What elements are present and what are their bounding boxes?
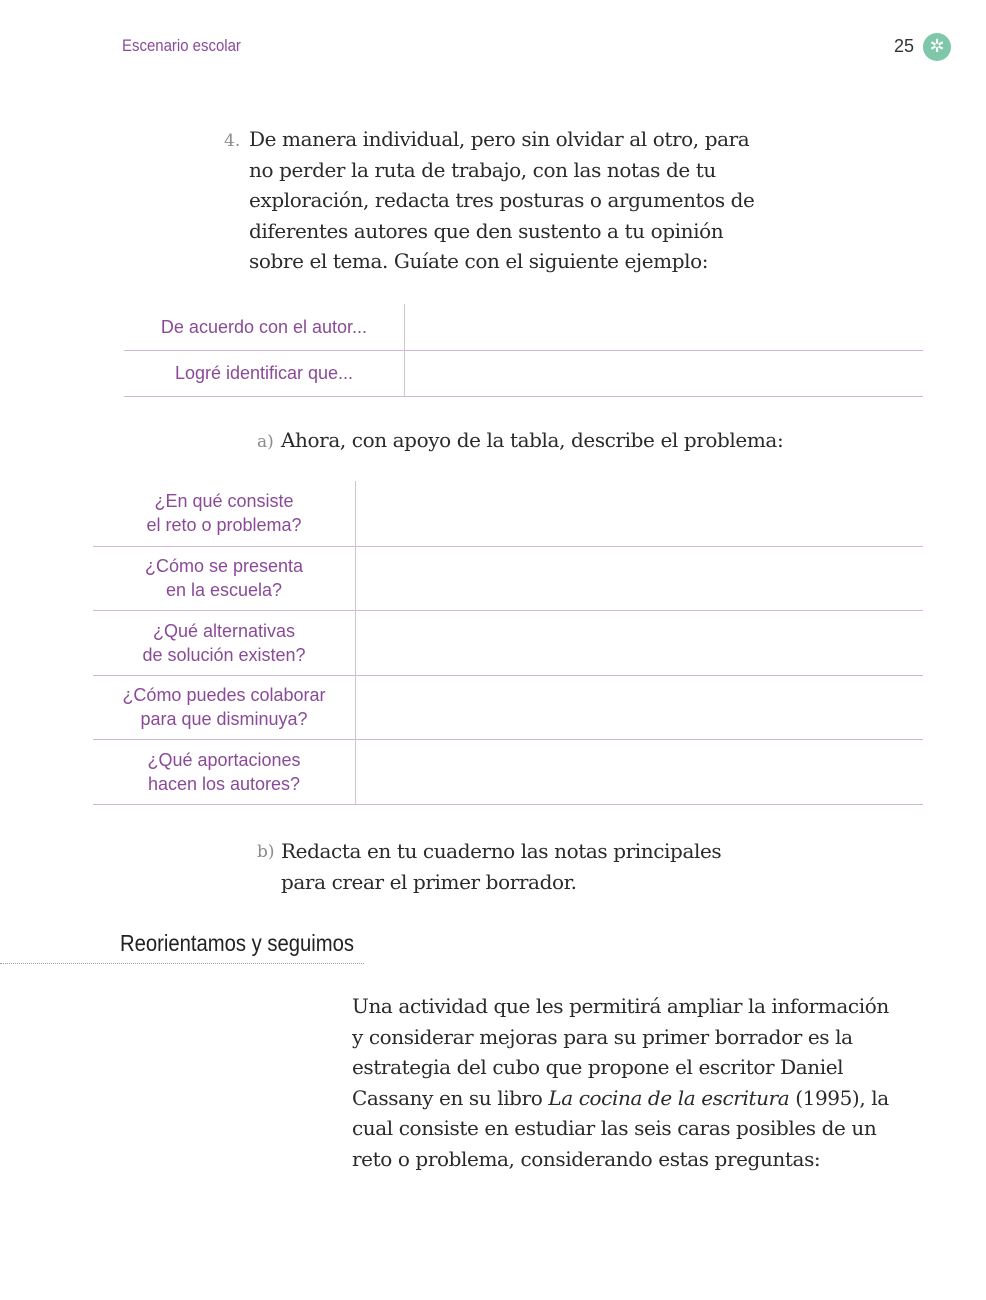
problem-label-line: el reto o problema? — [146, 515, 302, 536]
item-a-marker: a) — [257, 432, 274, 452]
item-b-marker: b) — [257, 842, 275, 862]
item-4-marker: 4. — [224, 131, 241, 151]
section-divider — [0, 963, 364, 964]
example-label: Logré identificar que... — [124, 350, 405, 396]
item-b-line: para crear el primer borrador. — [281, 869, 577, 894]
section-line — [352, 1083, 889, 1114]
book-title: La cocina de la escritura — [548, 1085, 790, 1110]
item-a-line: Ahora, con apoyo de la tabla, describe el problema: — [281, 428, 784, 452]
problem-label — [93, 481, 356, 546]
section-line: y considerar mejoras para su primer borrador es la — [352, 1024, 853, 1049]
table-row — [93, 481, 923, 546]
item-b-line: Redacta en tu cuaderno las notas principales — [281, 839, 722, 863]
table-row — [93, 675, 923, 739]
table-row — [124, 304, 923, 350]
example-answer-cell[interactable] — [405, 350, 924, 396]
problem-answer-cell[interactable] — [356, 610, 924, 675]
example-label: De acuerdo con el autor... — [124, 304, 405, 350]
section-line: estrategia del cubo que propone el escritor Daniel — [352, 1055, 844, 1080]
section-title: Reorientamos y seguimos — [120, 930, 354, 956]
problem-label-line: ¿Cómo puedes colaborar — [122, 685, 326, 705]
problem-label-line: de solución existen? — [142, 644, 306, 665]
problem-table — [93, 481, 923, 805]
problem-label-line: ¿Qué aportaciones — [147, 749, 301, 770]
section-paragraph — [352, 991, 889, 1175]
problem-label-line: para que disminuya? — [140, 709, 308, 729]
example-table — [124, 304, 923, 397]
table-row — [93, 610, 923, 675]
item-4-text — [249, 124, 755, 277]
item-4-line: sobre el tema. Guíate con el siguiente ejemplo: — [249, 249, 709, 274]
problem-label-line: hacen los autores? — [147, 773, 301, 794]
problem-label-line: en la escuela? — [165, 580, 283, 600]
problem-label-line: ¿En qué consiste — [154, 491, 294, 512]
problem-answer-cell[interactable] — [356, 675, 924, 739]
problem-label — [93, 675, 356, 739]
problem-answer-cell[interactable] — [356, 546, 924, 610]
item-4-line: exploración, redacta tres posturas o argumentos de — [249, 188, 755, 213]
item-4-line: diferentes autores que den sustento a tu opinión — [249, 218, 724, 243]
section-line: reto o problema, considerando estas preguntas: — [352, 1146, 821, 1171]
problem-label-line: ¿Cómo se presenta — [144, 556, 304, 576]
item-4-line: no perder la ruta de trabajo, con las notas de tu — [249, 157, 716, 182]
page-number: 25 — [894, 36, 915, 56]
section-line: Una actividad que les permitirá ampliar la información — [352, 994, 889, 1018]
item-4-line: De manera individual, pero sin olvidar al otro, para — [249, 127, 750, 151]
problem-answer-cell[interactable] — [356, 739, 924, 804]
section-text: (1995), la — [789, 1085, 889, 1110]
problem-answer-cell[interactable] — [356, 481, 924, 546]
problem-label — [93, 546, 356, 610]
table-row — [124, 350, 923, 396]
running-header: Escenario escolar — [122, 36, 241, 55]
problem-label — [93, 610, 356, 675]
example-answer-cell[interactable] — [405, 304, 924, 350]
section-text: Cassany en su libro — [352, 1085, 549, 1110]
table-row — [93, 739, 923, 804]
problem-label — [93, 739, 356, 804]
problem-label-line: ¿Qué alternativas — [152, 620, 296, 641]
item-b-text — [281, 836, 721, 897]
gear-badge-icon: ✲ — [923, 33, 951, 61]
section-line: cual consiste en estudiar las seis caras posibles de un — [352, 1116, 877, 1141]
item-a-text — [281, 425, 783, 456]
table-row — [93, 546, 923, 610]
